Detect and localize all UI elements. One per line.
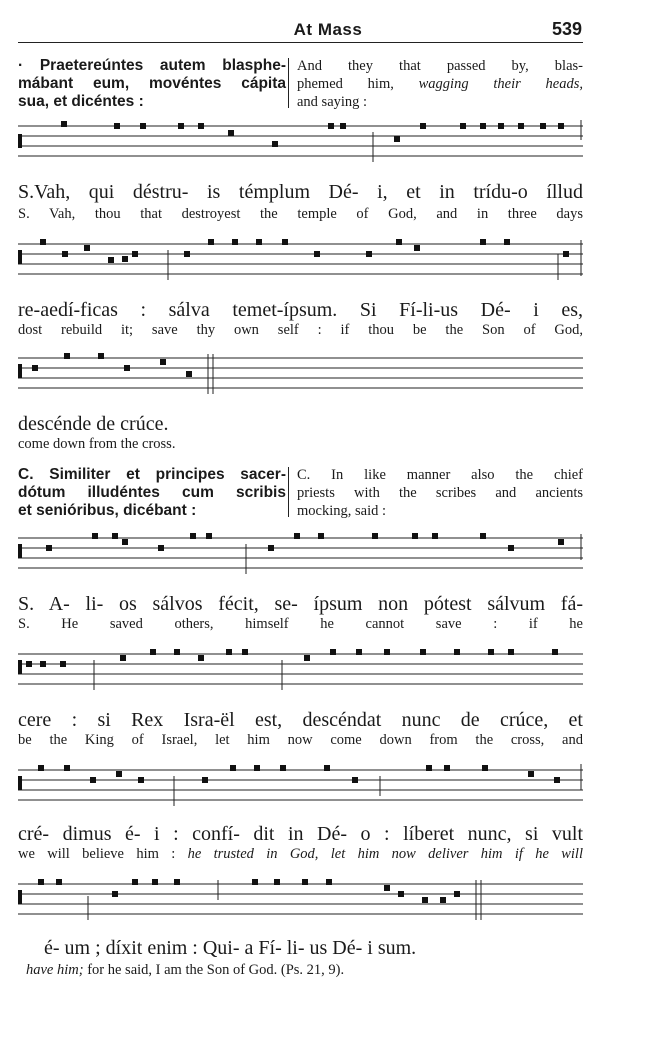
chant-staff (18, 762, 583, 806)
rubric-latin-line: C. Similiter et principes sacer- (18, 466, 286, 483)
rubric-english-1 (297, 57, 583, 111)
chant-staff (18, 350, 583, 394)
chant-english-italic: have him; (26, 962, 84, 978)
chant-english-plain: for he said, I am the Son of God. (Ps. 21, 9). (83, 962, 345, 978)
chant-english-line: S. Vah, thou that destroyest the temple of God, and in three days (18, 206, 583, 222)
chant-english-line: S. He saved others, himself he cannot save : if he (18, 616, 583, 632)
chant-english-plain: we will believe him : (18, 846, 188, 862)
rubric-latin-1 (18, 57, 286, 111)
chant-english-line: come down from the cross. (18, 436, 176, 452)
header-rule (18, 42, 583, 43)
chant-latin-line: cré- dimus é- i : confí- dit in Dé- o : líberet nunc, si vult (18, 823, 583, 845)
chant-staff (18, 530, 583, 574)
chant-staff (18, 646, 583, 690)
chant-staff (18, 236, 583, 280)
rubric-english-italic: wagging their heads, (418, 76, 583, 92)
chant-english-line: be the King of Israel, let him now come down from the cross, and (18, 732, 583, 748)
rubric-english-line: And they that passed by, blas- (297, 58, 583, 74)
chant-english-line (18, 846, 583, 863)
chant-latin-line: é- um ; díxit enim : Qui- a Fí- li- us Dé- i sum. (44, 937, 417, 959)
column-divider (288, 58, 289, 108)
rubric-latin-line: mábant eum, movéntes cápita (18, 75, 286, 92)
rubric-english-line: and saying : (297, 94, 368, 110)
chant-latin-line: descénde de crúce. (18, 413, 169, 435)
column-divider (288, 467, 289, 517)
chant-english-italic: he trusted in God, let him now deliver him if he will (187, 846, 583, 862)
rubric-english-2 (297, 466, 583, 520)
rubric-latin-line: · Praetereúntes autem blasphe- (18, 57, 286, 74)
rubric-english-line: C. In like manner also the chief (297, 467, 583, 483)
page-number: 539 (551, 19, 582, 39)
chant-staff (18, 118, 583, 162)
chant-staff (18, 876, 583, 920)
chant-english-line: dost rebuild it; save thy own self : if thou be the Son of God, (18, 322, 583, 338)
rubric-latin-line: et senióribus, dicébant : (18, 502, 197, 519)
running-title: At Mass (293, 20, 363, 39)
rubric-english-line: priests with the scribes and ancients (297, 485, 583, 501)
rubric-english-line-2: phemed him, wagging their heads, (297, 76, 583, 92)
rubric-latin-line: dótum illudéntes cum scribis (18, 484, 286, 501)
chant-latin-line: S.Vah, qui déstru- is témplum Dé- i, et in trídu-o íllud (18, 181, 583, 203)
rubric-english-line: mocking, said : (297, 503, 387, 519)
rubric-latin-line: sua, et dicéntes : (18, 93, 144, 110)
chant-latin-line: S. A- li- os sálvos fécit, se- ípsum non pótest sálvum fá- (18, 593, 583, 615)
rubric-latin-2 (18, 466, 286, 520)
chant-english-line (26, 962, 591, 979)
chant-latin-line: re-aedí-ficas : sálva temet-ípsum. Si Fí-li-us Dé- i es, (18, 299, 583, 321)
chant-latin-line: cere : si Rex Isra-ël est, descéndat nunc de crúce, et (18, 709, 583, 731)
